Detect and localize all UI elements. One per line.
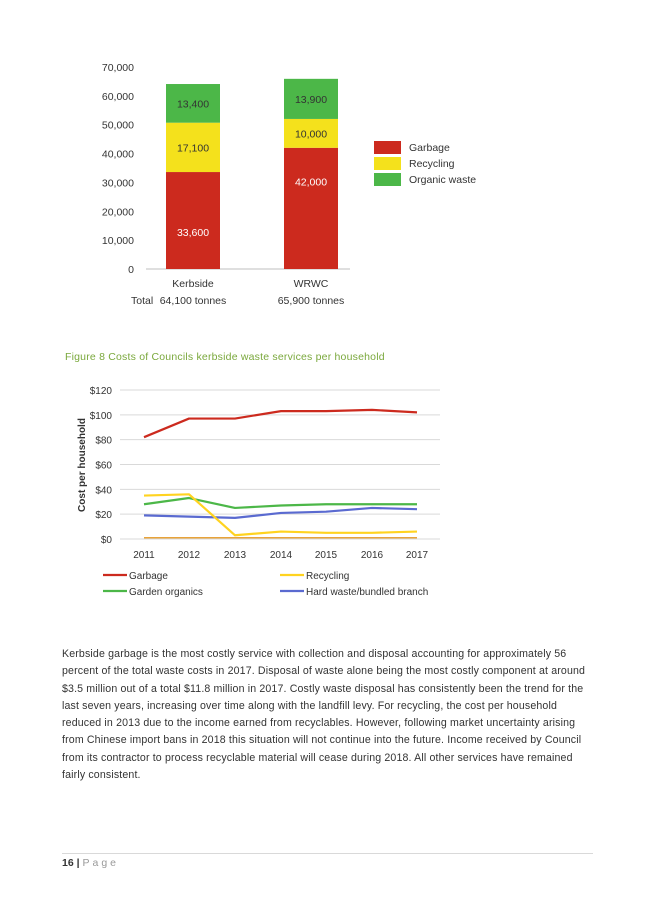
line-legend-label: Garbage <box>129 571 168 582</box>
line-y-tick-label: $120 <box>89 386 112 397</box>
bar-segment-garbage <box>284 148 338 269</box>
line-x-tick-label: 2015 <box>314 550 338 561</box>
line-series-recycling <box>144 494 417 535</box>
bar-y-tick-label: 10,000 <box>101 235 134 248</box>
bar-category-label: Kerbside <box>172 278 214 290</box>
body-paragraph: Kerbside garbage is the most costly service with collection and disposal accounting for approximately 56 percent of the total waste costs in 2017. Disposal of waste alone being the most costly component at around $3.5 million out of a total $11.8 million in 2017. Costly waste disposal has consistently been the trend for the last seven years, increasing over time along with the landfill levy. For recycling, the cost per household reduced in 2013 due to the income earned from recyclables. However, following market uncertainty arising from Chinese import bans in 2018 this situation will not continue into the future. Income received by Council from its contractor to process recyclable material will cease during 2018. All other services have remained fairly consistent. <box>62 648 586 782</box>
footer-separator: | <box>76 857 80 869</box>
line-x-tick-label: 2014 <box>269 550 293 561</box>
bar-category-label: WRWC <box>293 278 329 290</box>
bar-value-label: 13,900 <box>294 93 328 106</box>
bar-legend-label: Recycling <box>409 158 455 170</box>
bar-value-label: 17,100 <box>176 142 210 155</box>
bar-value-label: 10,000 <box>294 128 328 141</box>
bar-y-tick-label: 60,000 <box>101 90 134 103</box>
bar-segment-garbage <box>166 172 220 269</box>
line-x-tick-label: 2016 <box>360 550 384 561</box>
page-word: Page <box>82 857 120 869</box>
bar-total-label: 64,100 tonnes <box>159 295 227 307</box>
line-series-garbage <box>144 410 417 437</box>
line-legend-label: Recycling <box>306 571 350 582</box>
page-number: 16 <box>62 857 74 869</box>
line-y-tick-label: $60 <box>95 460 112 472</box>
line-legend-label: Hard waste/bundled branch <box>306 587 429 598</box>
line-y-tick-label: $40 <box>95 485 112 497</box>
line-y-tick-label: $0 <box>100 535 112 546</box>
bar-legend-swatch <box>374 157 401 170</box>
line-x-tick-label: 2012 <box>177 550 201 561</box>
line-y-tick-label: $20 <box>95 510 112 522</box>
bar-y-tick-label: 0 <box>128 264 134 276</box>
page-footer <box>62 857 119 869</box>
bar-y-tick-label: 70,000 <box>101 62 134 74</box>
bar-y-tick-label: 50,000 <box>101 119 134 132</box>
line-series-garden-organics <box>144 498 417 508</box>
line-series-hard-waste-bundled-branch <box>144 508 417 518</box>
footer-divider <box>62 853 593 854</box>
bar-value-label: 13,400 <box>176 98 210 111</box>
figure-caption: Figure 8 Costs of Councils kerbside waste services per household <box>65 351 385 363</box>
bar-value-label: 42,000 <box>294 176 328 189</box>
bar-y-tick-label: 20,000 <box>101 206 134 219</box>
line-y-axis-label: Cost per household <box>77 418 88 512</box>
bar-legend-label: Organic waste <box>409 174 477 186</box>
bar-legend-label: Garbage <box>409 142 450 154</box>
tonnage-bar-chart <box>0 0 653 315</box>
bar-y-tick-label: 30,000 <box>101 177 134 190</box>
bar-y-tick-label: 40,000 <box>101 148 134 161</box>
line-x-tick-label: 2013 <box>223 550 247 561</box>
bar-legend-swatch <box>374 173 401 186</box>
cost-line-chart <box>0 370 653 610</box>
line-y-tick-label: $100 <box>89 410 112 422</box>
bar-total-label: 65,900 tonnes <box>277 295 345 307</box>
bar-total-heading: Total <box>131 295 154 307</box>
line-legend-label: Garden organics <box>129 587 203 598</box>
line-x-tick-label: 2017 <box>405 550 429 561</box>
line-x-tick-label: 2011 <box>133 550 155 561</box>
bar-value-label: 33,600 <box>176 227 210 240</box>
line-y-tick-label: $80 <box>95 435 112 447</box>
bar-legend-swatch <box>374 141 401 154</box>
